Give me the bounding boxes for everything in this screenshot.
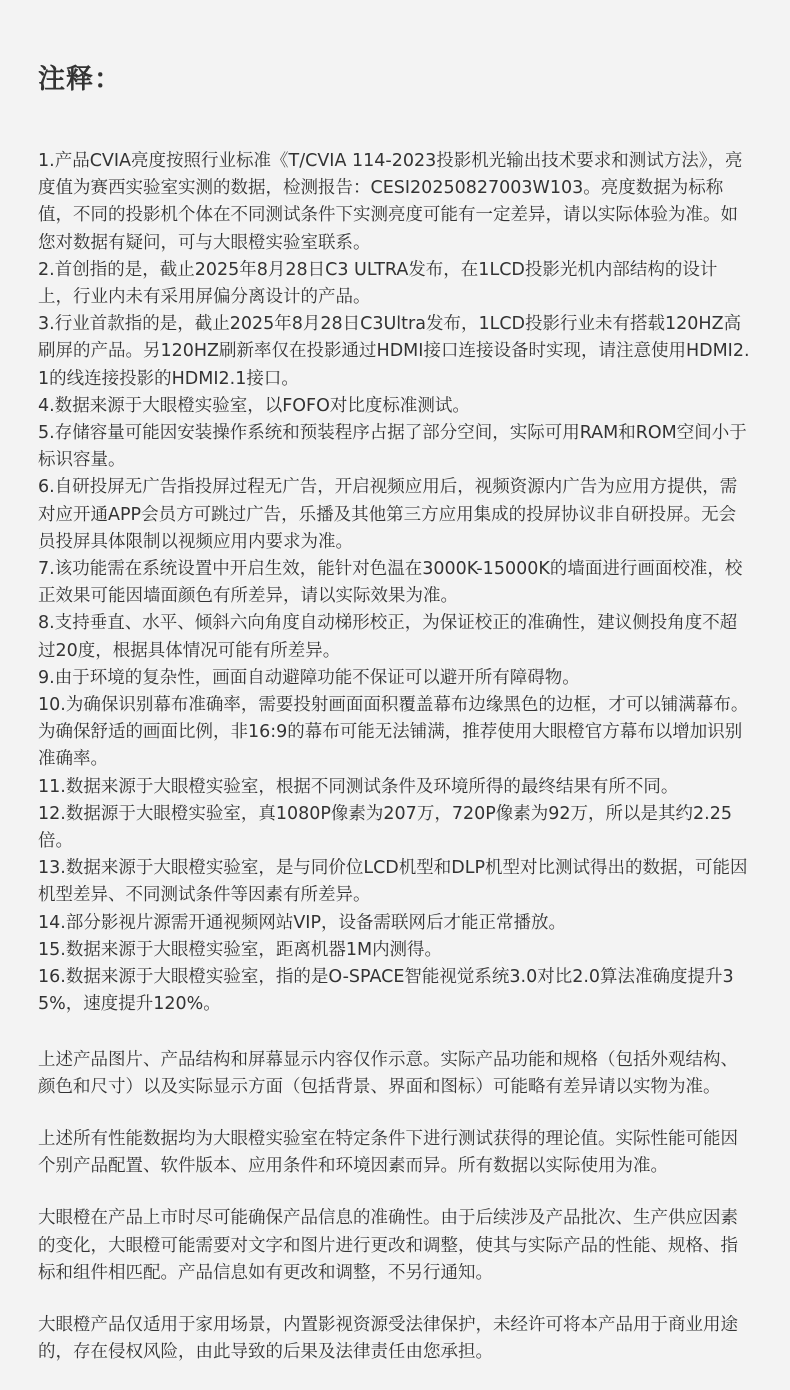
- note-item: 12.数据源于大眼橙实验室，真1080P像素为207万，720P像素为92万，所以是其约2.25倍。: [38, 803, 733, 852]
- note-item: 13.数据来源于大眼橙实验室，是与同价位LCD机型和DLP机型对比测试得出的数据，可能因机型差异、不同测试条件等因素有所差异。: [38, 858, 748, 906]
- note-item: 9.由于环境的复杂性，画面自动避障功能不保证可以避开所有障碍物。: [38, 667, 580, 688]
- note-item: 8.支持垂直、水平、倾斜六向角度自动梯形校正，为保证校正的准确性，建议侧投角度不超过20度，根据具体情况可能有所差异。: [38, 613, 738, 661]
- note-item: 2.首创指的是，截止2025年8月28日C3 ULTRA发布，在1LCD投影光机内部结构的设计上，行业内未有采用屏偏分离设计的产品。: [38, 259, 718, 308]
- disclaimer-illustration: 上述产品图片、产品结构和屏幕显示内容仅作示意。实际产品功能和规格（包括外观结构、颜色和尺寸）以及实际显示方面（包括背景、界面和图标）可能略有差异请以实物为准。: [38, 1049, 738, 1097]
- note-item: 15.数据来源于大眼橙实验室，距离机器1M内测得。: [38, 939, 443, 960]
- disclaimer-performance: 上述所有性能数据均为大眼橙实验室在特定条件下进行测试获得的理论值。实际性能可能因个别产品配置、软件版本、应用条件和环境因素而异。所有数据以实际使用为准。: [38, 1128, 738, 1177]
- disclaimer-accuracy: 大眼橙在产品上市时尽可能确保产品信息的准确性。由于后续涉及产品批次、生产供应因素的变化，大眼橙可能需要对文字和图片进行更改和调整，使其与实际产品的性能、规格、指标和组件相匹配。产品信息如有更改和调整，不另行通知。: [38, 1208, 738, 1283]
- note-item: 5.存储容量可能因安装操作系统和预装程序占据了部分空间，实际可用RAM和ROM空间小于标识容量。: [38, 423, 747, 471]
- note-item: 11.数据来源于大眼橙实验室，根据不同测试条件及环境所得的最终结果有所不同。: [38, 776, 679, 797]
- note-item: 3.行业首款指的是，截止2025年8月28日C3Ultra发布，1LCD投影行业未有搭载120HZ高刷屏的产品。另120HZ刷新率仅在投影通过HDMI接口连接设备时实现，请注意使用HDMI2.1的线连接投影的HDMI2.1接口。: [38, 314, 750, 389]
- note-item: 7.该功能需在系统设置中开启生效，能针对色温在3000K-15000K的墙面进行画面校准，校正效果可能因墙面颜色有所差异，请以实际效果为准。: [38, 559, 743, 607]
- note-item: 1.产品CVIA亮度按照行业标准《T/CVIA 114-2023投影机光输出技术要求和测试方法》，亮度值为赛西实验室实测的数据，检测报告：CESI20250827003W103。亮度数据为标称值，不同的投影机个体在不同测试条件下实测亮度可能有一定差异，请以实际体验为准。如您对数据有疑问，可与大眼橙实验室联系。: [38, 151, 743, 253]
- note-item: 16.数据来源于大眼橙实验室，指的是O-SPACE智能视觉系统3.0对比2.0算法准确度提升35%，速度提升120%。: [38, 967, 734, 1015]
- notes-list: [38, 148, 752, 1019]
- note-item: 14.部分影视片源需开通视频网站VIP，设备需联网后才能正常播放。: [38, 912, 567, 933]
- note-item: 6.自研投屏无广告指投屏过程无广告，开启视频应用后，视频资源内广告为应用方提供，需对应开通APP会员方可跳过广告，乐播及其他第三方应用集成的投屏协议非自研投屏。无会员投屏具体限制以视频应用内要求为准。: [38, 477, 738, 552]
- disclaimer-usage: 大眼橙产品仅适用于家用场景，内置影视资源受法律保护，未经许可将本产品用于商业用途的，存在侵权风险，由此导致的后果及法律责任由您承担。: [38, 1314, 738, 1363]
- note-item: 10.为确保识别幕布准确率，需要投射画面面积覆盖幕布边缘黑色的边框，才可以铺满幕布。为确保舒适的画面比例，非16:9的幕布可能无法铺满，推荐使用大眼橙官方幕布以增加识别准确率。: [38, 695, 749, 770]
- notes-heading: 注释：: [38, 64, 122, 95]
- note-item: 4.数据来源于大眼橙实验室，以FOFO对比度标准测试。: [38, 395, 470, 416]
